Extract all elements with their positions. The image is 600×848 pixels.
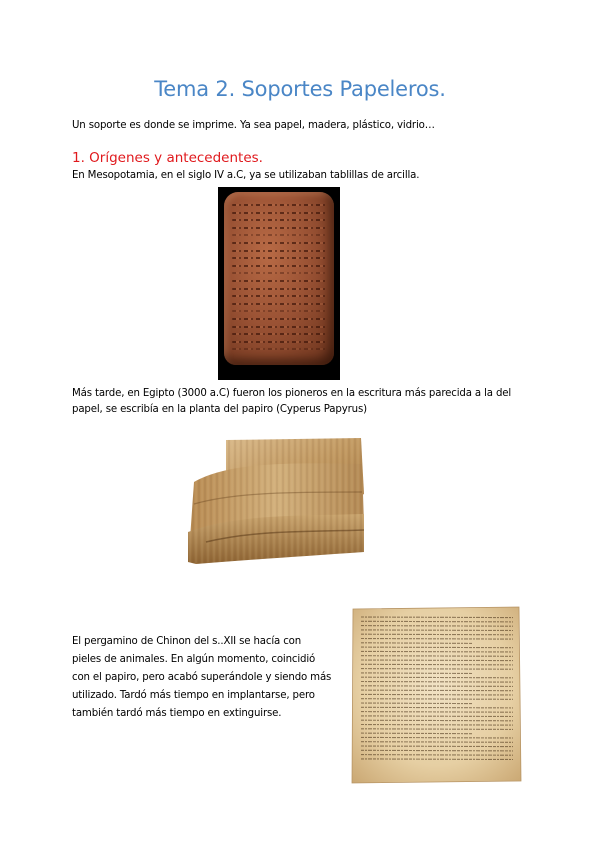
mesopotamia-paragraph: En Mesopotamia, en el siglo IV a.C, ya se utilizaban tablillas de arcilla. bbox=[72, 170, 420, 181]
page-title: Tema 2. Soportes Papeleros. bbox=[154, 77, 446, 101]
egypt-paragraph-line-2: papel, se escribía en la planta del papiro (Cyperus Papyrus) bbox=[72, 404, 367, 415]
parchment-paragraph-line-1: El pergamino de Chinon del s..XII se hacía con bbox=[72, 636, 302, 647]
clay-tablet-image bbox=[218, 187, 340, 380]
parchment-image bbox=[349, 605, 523, 785]
parchment-paragraph-line-3: con el papiro, pero acabó superándole y siendo más bbox=[72, 672, 332, 683]
papyrus-image bbox=[186, 434, 366, 566]
intro-paragraph: Un soporte es donde se imprime. Ya sea papel, madera, plástico, vidrio… bbox=[72, 120, 435, 131]
parchment-paragraph-line-4: utilizado. Tardó más tiempo en implantarse, pero bbox=[72, 690, 315, 701]
parchment-paragraph-line-2: pieles de animales. En algún momento, coincidió bbox=[72, 654, 316, 665]
egypt-paragraph-line-1: Más tarde, en Egipto (3000 a.C) fueron los pioneros en la escritura más parecida a la del bbox=[72, 388, 512, 399]
section-heading-origins: 1. Orígenes y antecedentes. bbox=[72, 150, 263, 166]
parchment-paragraph-line-5: también tardó más tiempo en extinguirse. bbox=[72, 708, 282, 719]
